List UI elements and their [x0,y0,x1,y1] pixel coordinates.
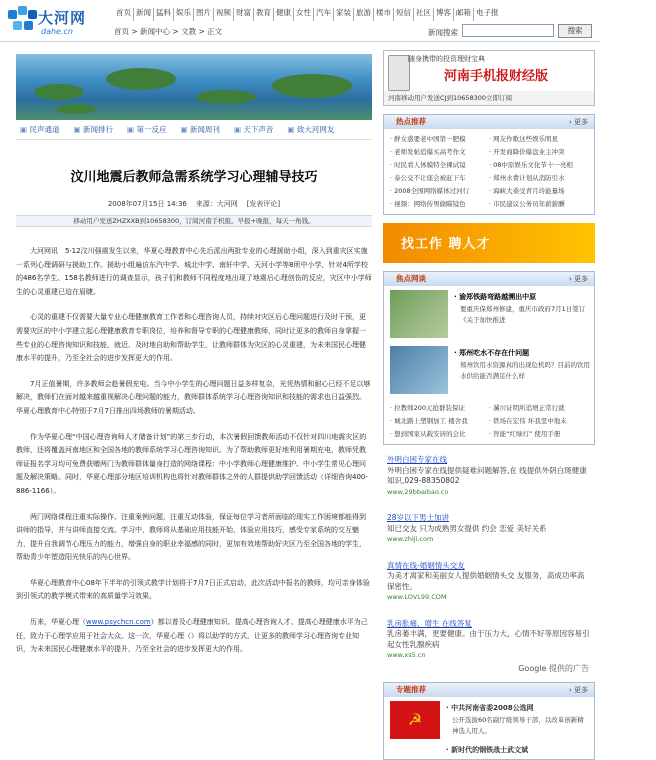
topnav-item[interactable]: 社区 [413,8,433,21]
text-ad-title[interactable]: 真情在线-婚姻情头交友 [387,560,465,570]
text-ad-url: www.29bbaibao.cn [387,487,449,496]
paragraph: 大河网讯 5·12汶川强震发生以来，华夏心理教育中心先后派出两批专业的心理援助小组，深入到重灾区实施一系列心理调研与援助工作。援助小组遍访东汽中学、城北中学、南轩中学、天河小学等8所中小学，针对4所学校的486名学生、158名教师进行的调查显示，孩子们和教师不同程度地出现了地震后心理创伤的反应，灾区中小学师生的心灵重建已迫在眉睫。 [16,247,372,296]
hot-item[interactable]: · 海峡大桑受青月玲能量场 [489,187,565,195]
text-ad-url: www.LOVL99.COM [387,593,447,601]
phone-icon [388,55,410,91]
breadcrumb[interactable]: 首页 > 新闻中心 > 文教 > 正文 [114,27,223,36]
topnav-item[interactable]: 邮箱 [453,8,473,21]
search-input[interactable] [462,24,554,37]
text-ad-title[interactable]: 外明白困专家在线 [387,455,447,464]
paragraph: 7月正值暑期，许多教师会趁暑假充电。当今中小学生的心理问题日益多样复杂，光凭热情和耐心已经不足以够解决，教师们在面对越来越重视解决心理问题的能力，教师群体系统学习心理咨询知识和技能的需求也日益强烈。华夏心理教育中心特别于7月7日推出四场教师的暑期活动。 [16,379,371,415]
hot-recommend-header: 热点推荐 › 更多 [384,115,594,129]
hot-item[interactable]: · 郑州水费计划从消防引水 [489,174,565,182]
subnav-item[interactable]: ▣ 致大河网友 [287,124,334,135]
comment-link[interactable]: [发表评论] [246,200,281,208]
hot-item[interactable]: · 鲜女惑要老中国第一肥模 [390,135,466,143]
paragraph: 历来，华夏心理（www.psychcn.com）都以普及心理健康知识、提高心理咨询人才、提高心理健康水平为己任，致力于心理学应用于社会大众。这一次，华夏心理（）将以助学的方式，让更多的教师学习心理咨询专业知识，为未来国民心理健康水平的提升，乃至全社会的进步发挥更大的作用。 [16,618,368,654]
google-ads-label[interactable]: Google 提供的广告 [518,663,589,673]
topnav-item[interactable]: 视频 [213,8,233,21]
subnav-item[interactable]: ▣ 第一反应 [127,124,166,135]
party-flag-icon: ☭ [390,701,440,739]
sub-navigation [16,120,372,140]
search-button[interactable]: 搜索 [558,24,592,38]
topnav-item[interactable]: 财富 [233,8,253,21]
topnav-item[interactable]: 女性 [293,8,313,21]
subnav-item[interactable]: ▣ 天下声音 [234,124,273,135]
topic-more-link[interactable]: › 更多 [568,685,588,694]
paragraph: 华夏心理教育中心08年下半年的引领式教学计划将于7月7日正式启动，此次活动中报名的教师，均可亲身体验到引领式的教学模式带来的高质量学习效果。 [16,578,370,601]
main-column [16,54,372,669]
text-ad[interactable] [383,617,595,667]
site-header [0,0,600,42]
article-title: 汶川地震后教师急需系统学习心理辅导技巧 [70,170,318,185]
focus-list-item[interactable]: · 城北路上塑钢加工 楼舍我 [390,417,468,425]
text-ad-url: www.xs5.cn [387,651,426,659]
topnav-item[interactable]: 新闻 [133,8,153,21]
hot-item[interactable]: · 市民建议公务员年薪薪酬 [489,200,565,208]
sidebar [383,50,595,760]
hot-recommend-box [383,114,595,215]
topnav-item[interactable]: 图片 [193,8,213,21]
paragraph: 心灵的重建不仅需要大量专业心理健康教育工作者和心理咨询人员，持续对灾区后心理问题进行及时干预，更需要灾区的中小学建立起心理健康教育专职岗位，培养和督导专职的心理健康教师，同时让更多的教师自身掌握一些专业的心理咨询知识和技能，就近、及时地自助和帮助学生，让教师群体为灾区的心灵重建，为未来国民心理健康水平的提升，乃至全社会的进步发挥更大的作用。 [16,313,366,363]
focus-list-item[interactable]: · 铁场在宏伟 坏我里中地未 [489,417,567,425]
water-thumbnail[interactable] [390,346,448,394]
topnav-item[interactable]: 首页 [116,8,131,17]
hot-item[interactable]: · 泰公交不让座会被赶下车 [390,174,466,182]
article-date: 2008年07月15日 14:36 [107,200,187,208]
article-body [16,245,372,657]
map-thumbnail[interactable] [390,290,448,338]
focus-list-item[interactable]: · 漯川证明所追增正常行就 [489,404,565,412]
paragraph: 两门网络课程注重实际操作、注重案例问题，注重互动体验，保证每位学习者所面临的现实工作困境都能得到讲师的指导，并与讲师直接交流。学习中，教师将从基础应用技能开始，体验应用技巧，感受专家系统的交互魅力，提升自我调节心理压力的能力，增强自身的职业幸福感的同时，更加有效地帮助好灾区乃至全国各地的学生，帮助青少年塑造阳光快乐的内心世界。 [16,512,366,562]
topic-box: 专题推荐 › 更多 ☭ · 中共河南省委2008公选网 公开选拔60名副厅级领导干部，以改革创新精神选人用人。 · 新时代的钢铁战士武文斌 [383,682,595,760]
subnav-item[interactable]: ▣ 新闻排行 [73,124,112,135]
topic-item[interactable]: ☭ · 中共河南省委2008公选网 公开选拔60名副厅级领导干部，以改革创新精神选人用人。 [384,697,594,745]
hot-more-link[interactable]: › 更多 [568,118,588,126]
hot-item[interactable]: · 08中原娱乐文化节十一亮相 [489,161,573,169]
topnav-item[interactable]: 教育 [253,8,273,21]
focus-list-item[interactable]: · 智能“红绿灯” 使用手册 [489,430,561,438]
topnav-item[interactable]: 健康 [273,8,293,21]
topic-header: 专题推荐 › 更多 [384,683,594,697]
focus-item[interactable]: · 渝郑铁路弯路越溯出中原 要重庆保郑州修建，重庆市政府7月1日签订《关于加快推进 [384,286,594,342]
lake-banner-image [16,54,372,120]
logo-text: 大河网 [38,9,87,27]
hot-list [384,129,594,214]
paragraph: 作为华夏心理“中国心理咨询师人才储备计划”的第三步行动，本次暑假回馈教师活动不仅针对四川地震灾区的教师，还将覆盖河南地区和全国各地的教师系统学习心理咨询知识。为了帮助教师更好地利用暑期充电，教师凭教师证报名学习均可免费获赠两门为教师群体量身打造的网络课程：中小学教师心理健康维护、中小学生常见心理问题及解决策略。同时，华夏心理部分地区培训机构也将针对教师群体之外的人群提供助学回馈活动（详细咨询400-886-1166）。 [16,432,368,495]
text-ad-desc: 为美才离家和美丽女人提供婚姻情头交 友服务，高成功率高保密性。 [387,571,585,591]
hot-item[interactable]: · 2008全国网络媒体过河行 [390,187,470,195]
hot-item[interactable]: · 视频：网络传男偷瞄镜色 [390,200,466,208]
topnav-item[interactable]: 博客 [433,8,453,21]
text-ad[interactable] [383,559,595,609]
focus-list-item[interactable]: · 拉教师200元抢群装保证 [390,404,466,412]
text-ad-desc: 知已交友 只为成熟男女提供 约会 恋爱 美好关系 [387,523,547,533]
psychcn-link[interactable]: www.psychcn.com [86,618,151,627]
subnav-item[interactable]: ▣ 民声通道 [20,124,59,135]
text-ad-title[interactable]: 乳房胀痛、增生 在线答复 [387,618,472,628]
hot-item[interactable]: · 开发商降价爆盘业主冲突 [489,148,565,156]
hot-item[interactable]: · 网友作歌这些娱乐明星 [489,135,559,143]
focus-more-link[interactable]: › 更多 [568,275,588,283]
article-source: 来源：大河网 [195,200,238,208]
job-ad-banner[interactable]: 找工作 聘人才 [383,223,595,263]
text-ad[interactable] [383,511,595,551]
topnav-item[interactable]: 旅游 [353,8,373,21]
text-ad-title[interactable]: 28岁以下男士加讲 [387,513,450,522]
site-logo[interactable] [8,6,114,38]
top-navigation [114,8,600,21]
logo-icon [8,6,38,36]
focus-header: 焦点网谈 › 更多 [384,272,594,286]
hot-item[interactable]: · 时民看人体模特全裸试镜 [390,161,466,169]
text-ad-url: www.zhiji.com [387,535,434,543]
focus-box [383,271,595,445]
focus-list-item[interactable]: · 想到国家从载安居的会比 [390,430,466,438]
topnav-item[interactable]: 楼市 [373,8,393,21]
text-ad-desc: 外明白困专家在线提供疑难问题解答,在 线提供外阴白斑健康知识,029-88350802 [387,465,587,485]
focus-item[interactable]: · 郑州吃水不存在什问题 郑州饮用水资源真的出现危机吗？目前的饮用水供给能否满足什么样 [384,342,594,398]
search-label: 新闻搜索 [428,28,458,37]
focus-list [384,398,594,444]
text-ads [383,453,595,667]
topnav-item[interactable]: 猛料 [153,8,173,21]
topnav-item[interactable]: 娱乐 [173,8,193,21]
text-ad-desc: 乳房萎丰满，更要健康。由于压力大，心情不好等原因容易引起女性乳腺疾病 [387,629,590,649]
logo-domain: dahe.cn [41,27,73,36]
mobile-paper-ad[interactable]: 随身携带的投资理财宝典 河南手机报财经版 河南移动用户发送CJ到10658300立即订阅 [383,50,595,106]
hot-item[interactable]: · 老师发帖追爆买高考作文 [390,148,466,156]
text-ad[interactable] [383,453,595,503]
topnav-item[interactable]: 电子报 [473,8,501,21]
topnav-item[interactable]: 家装 [333,8,353,21]
topnav-item[interactable]: 短信 [393,8,413,21]
article-meta [16,199,372,209]
subscription-notice[interactable]: 移动用户发送ZHZXXB到10658300，订阅河南手机报。早报+晚报，每天一角钱。 [16,215,372,227]
subnav-item[interactable]: ▣ 新闻周刊 [180,124,219,135]
topnav-item[interactable]: 汽车 [313,8,333,21]
